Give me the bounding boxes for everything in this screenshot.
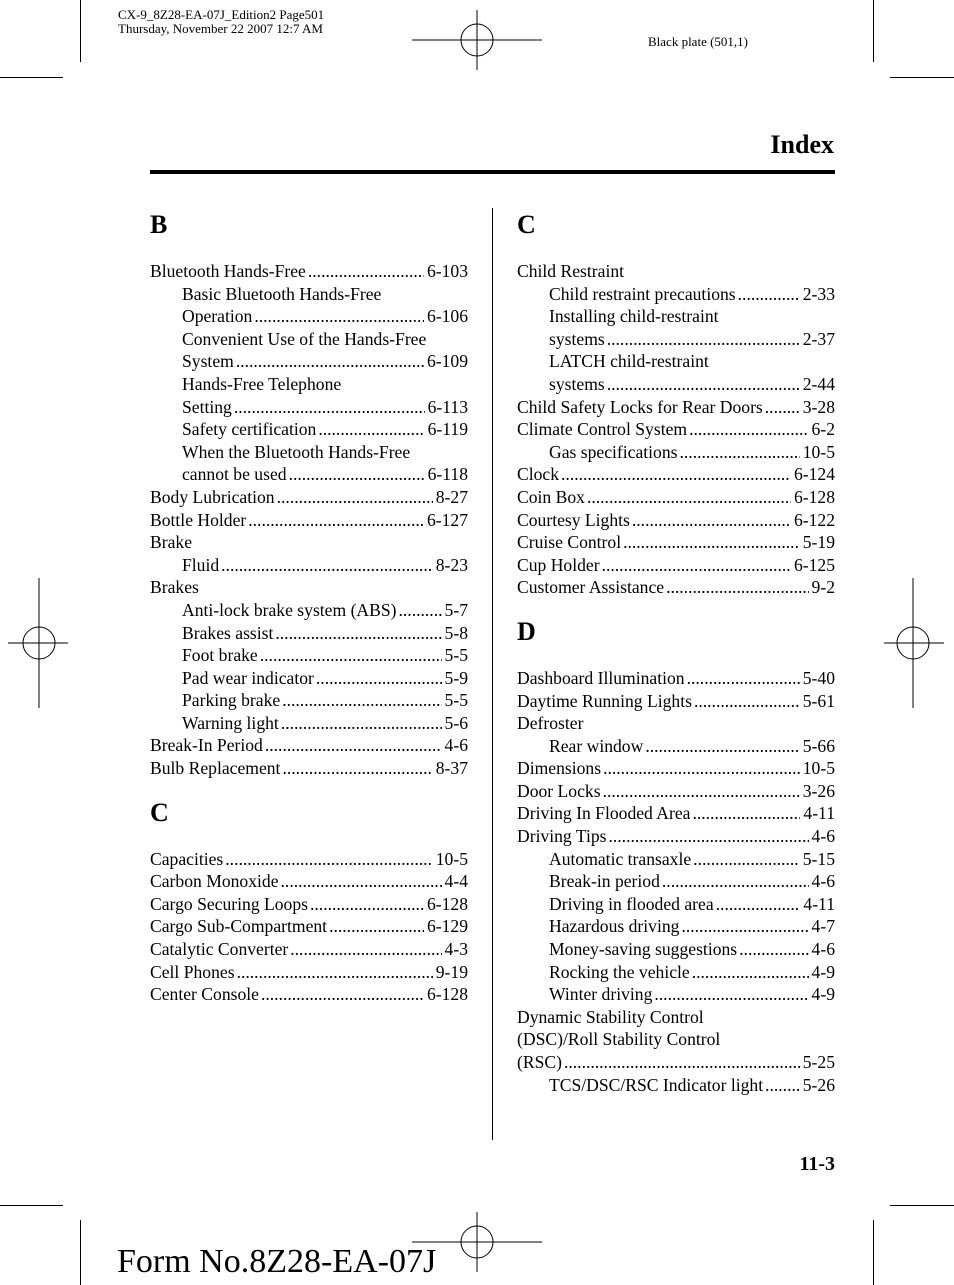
entry-page-ref: 6-2 (809, 418, 835, 441)
index-entry (517, 1051, 835, 1074)
registration-mark-icon (412, 10, 542, 70)
entry-page-ref: 2-44 (800, 373, 835, 396)
index-entry (517, 531, 835, 554)
dot-leader (316, 667, 442, 690)
section-letter: C (517, 210, 536, 239)
dot-leader (666, 576, 808, 599)
entry-page-ref: 5-25 (800, 1051, 835, 1074)
entry-page-ref: 9-19 (433, 961, 468, 984)
entry-page-ref: 6-124 (791, 463, 835, 486)
entry-label: LATCH child-restraint (549, 351, 709, 372)
index-entry (517, 1006, 835, 1029)
index-entry (517, 554, 835, 577)
entry-label: Operation (182, 306, 253, 327)
dot-leader (689, 418, 808, 441)
crop-mark (0, 77, 63, 78)
dot-leader (237, 961, 433, 984)
dot-leader (281, 712, 442, 735)
entry-page-ref: 5-61 (800, 690, 835, 713)
entry-page-ref: 4-7 (809, 915, 835, 938)
dot-leader (308, 260, 424, 283)
entry-page-ref: 3-26 (800, 780, 835, 803)
entry-label: Daytime Running Lights (517, 690, 692, 711)
entry-label: Rocking the vehicle (549, 961, 690, 982)
crop-mark (873, 1220, 874, 1285)
entry-page-ref: 6-129 (424, 915, 468, 938)
entry-page-ref: 10-5 (433, 848, 468, 871)
entry-page-ref: 5-7 (442, 599, 468, 622)
entry-label: Courtesy Lights (517, 509, 630, 530)
entry-label: Cell Phones (150, 961, 235, 982)
index-entry (517, 260, 835, 283)
entry-page-ref: 5-9 (442, 667, 468, 690)
dot-leader (225, 848, 432, 871)
dot-leader (716, 893, 801, 916)
entry-label: Brakes assist (182, 622, 274, 643)
index-entry (150, 509, 468, 532)
entry-label: systems (549, 373, 605, 394)
crop-mark (0, 1205, 63, 1206)
index-entry (150, 938, 468, 961)
entry-label: Brake (150, 532, 193, 553)
entry-label: Climate Control System (517, 419, 688, 440)
index-subentry (517, 1074, 835, 1097)
index-subentry (150, 396, 468, 419)
index-subentry (517, 870, 835, 893)
index-entry (150, 531, 468, 554)
entry-label: Basic Bluetooth Hands-Free (182, 283, 382, 304)
left-column (150, 210, 468, 1006)
index-subentry (150, 441, 468, 464)
entry-page-ref: 6-119 (425, 418, 468, 441)
entry-label: Fluid (182, 554, 220, 575)
index-entry (517, 802, 835, 825)
index-entry (517, 486, 835, 509)
entry-page-ref: 6-128 (424, 983, 468, 1006)
entry-label: Warning light (182, 712, 279, 733)
index-subentry (150, 350, 468, 373)
entry-label: Bottle Holder (150, 509, 247, 530)
entry-page-ref: 5-26 (800, 1074, 835, 1097)
dot-leader (329, 915, 424, 938)
entry-label: Child Restraint (517, 261, 625, 281)
index-entry (517, 509, 835, 532)
entry-label: Setting (182, 396, 232, 417)
index-subentry (517, 938, 835, 961)
entry-label: Cargo Sub-Compartment (150, 916, 328, 937)
entry-label: Dynamic Stability Control (517, 1006, 704, 1027)
entry-page-ref: 10-5 (800, 441, 835, 464)
entry-label: Parking brake (182, 690, 281, 711)
dot-leader (680, 441, 800, 464)
entry-page-ref: 6-125 (791, 554, 835, 577)
index-entry (517, 780, 835, 803)
crop-mark (873, 0, 874, 62)
entry-label: Child restraint precautions (549, 283, 736, 304)
index-subentry (150, 418, 468, 441)
entry-label: Brakes (150, 577, 199, 598)
dot-leader (765, 396, 800, 419)
crop-mark (80, 0, 81, 62)
entry-label: Center Console (150, 984, 259, 1005)
entry-page-ref: 5-5 (442, 644, 468, 667)
index-subentry (517, 305, 835, 328)
dot-leader (687, 667, 800, 690)
section-letter: D (517, 616, 536, 646)
entry-label: (DSC)/Roll Stability Control (517, 1029, 721, 1050)
dot-leader (265, 734, 442, 757)
dot-leader (692, 961, 809, 984)
section-letter: C (150, 797, 169, 827)
entry-label: Driving Tips (517, 826, 607, 847)
entry-label: Body Lubrication (150, 486, 275, 507)
index-subentry (150, 283, 468, 306)
entry-page-ref: 2-37 (800, 328, 835, 351)
dot-leader (602, 554, 791, 577)
dot-leader (260, 644, 442, 667)
entry-page-ref: 4-6 (809, 870, 835, 893)
entry-page-ref: 4-6 (809, 938, 835, 961)
dot-leader (681, 915, 808, 938)
entry-page-ref: 6-118 (425, 463, 468, 486)
dot-leader (738, 283, 800, 306)
dot-leader (603, 780, 800, 803)
form-number: Form No.8Z28-EA-07J (117, 1243, 437, 1280)
entry-label: Bulb Replacement (150, 758, 281, 779)
index-subentry (517, 373, 835, 396)
right-column (517, 210, 835, 1096)
entry-page-ref: 4-4 (442, 870, 468, 893)
index-subentry (517, 328, 835, 351)
column-divider (492, 208, 493, 1140)
entry-page-ref: 6-128 (424, 893, 468, 916)
entry-label: Cargo Securing Loops (150, 893, 309, 914)
entry-page-ref: 9-2 (809, 576, 835, 599)
entry-page-ref: 5-66 (800, 735, 835, 758)
dot-leader (277, 486, 433, 509)
index-subentry (150, 622, 468, 645)
dot-leader (693, 848, 800, 871)
dot-leader (275, 622, 441, 645)
crop-mark (890, 1205, 954, 1206)
entry-label: Rear window (549, 735, 644, 756)
entry-label: Convenient Use of the Hands-Free (182, 328, 427, 349)
index-entry (517, 712, 835, 735)
registration-mark-icon (884, 578, 944, 708)
entry-label: When the Bluetooth Hands-Free (182, 441, 411, 462)
crop-mark (890, 77, 954, 78)
dot-leader (608, 825, 808, 848)
entry-label: Gas specifications (549, 441, 678, 462)
index-entry (150, 893, 468, 916)
dot-leader (603, 757, 800, 780)
section-letter: B (150, 210, 168, 239)
registration-mark-icon (8, 578, 68, 708)
index-entry (517, 690, 835, 713)
entry-page-ref: 4-11 (800, 802, 835, 825)
index-entry (150, 734, 468, 757)
entry-page-ref: 4-6 (809, 825, 835, 848)
index-entry (150, 961, 468, 984)
dot-leader (739, 938, 808, 961)
dot-leader (623, 531, 800, 554)
entry-label: Coin Box (517, 486, 585, 507)
entry-label: Bluetooth Hands-Free (150, 261, 306, 281)
dot-leader (765, 1074, 800, 1097)
index-subentry (150, 644, 468, 667)
entry-page-ref: 6-128 (791, 486, 835, 509)
entry-label: Cruise Control (517, 532, 622, 553)
entry-page-ref: 6-113 (425, 396, 468, 419)
dot-leader (645, 735, 799, 758)
dot-leader (318, 418, 424, 441)
dot-leader (234, 396, 425, 419)
entry-page-ref: 8-27 (433, 486, 468, 509)
dot-leader (282, 689, 441, 712)
entry-page-ref: 4-6 (442, 734, 468, 757)
dot-leader (282, 757, 432, 780)
index-entry (150, 915, 468, 938)
index-subentry (517, 961, 835, 984)
entry-page-ref: 5-15 (800, 848, 835, 871)
entry-label: Clock (517, 464, 560, 485)
dot-leader (248, 509, 424, 532)
index-subentry (517, 983, 835, 1006)
print-date-line: Thursday, November 22 2007 12:7 AM (118, 21, 323, 36)
entry-label: Carbon Monoxide (150, 871, 279, 892)
dot-leader (694, 690, 800, 713)
index-subentry (150, 712, 468, 735)
entry-page-ref: 8-37 (433, 757, 468, 780)
entry-label: Safety certification (182, 419, 317, 440)
entry-label: (RSC) (517, 1052, 562, 1072)
entry-label: Pad wear indicator (182, 667, 314, 688)
entry-label: Hands-Free Telephone (182, 373, 342, 394)
entry-label: System (182, 351, 234, 372)
index-entry (150, 757, 468, 780)
entry-page-ref: 6-109 (424, 350, 468, 373)
entry-label: Defroster (517, 713, 584, 734)
entry-page-ref: 8-23 (433, 554, 468, 577)
index-subentry (517, 735, 835, 758)
index-subentry (517, 283, 835, 306)
index-entry (517, 396, 835, 419)
entry-page-ref: 5-19 (800, 531, 835, 554)
index-entry (517, 825, 835, 848)
entry-label: Cup Holder (517, 554, 600, 575)
entry-label: Driving in flooded area (549, 893, 714, 914)
page-number: 11-3 (799, 1153, 835, 1175)
entry-label: Capacities (150, 848, 224, 869)
entry-label: Winter driving (549, 984, 653, 1005)
index-entry (150, 486, 468, 509)
entry-page-ref: 3-28 (800, 396, 835, 419)
entry-page-ref: 4-9 (809, 983, 835, 1006)
index-subentry (150, 328, 468, 351)
entry-page-ref: 6-103 (424, 260, 468, 283)
entry-label: Anti-lock brake system (ABS) (182, 599, 397, 620)
index-subentry (517, 350, 835, 373)
dot-leader (607, 328, 800, 351)
entry-label: Hazardous driving (549, 916, 680, 937)
index-subentry (150, 554, 468, 577)
entry-page-ref: 5-40 (800, 667, 835, 690)
entry-label: systems (549, 328, 605, 349)
dot-leader (632, 509, 791, 532)
entry-page-ref: 6-106 (424, 305, 468, 328)
dot-leader (289, 463, 425, 486)
index-entry (517, 576, 835, 599)
index-subentry (150, 599, 468, 622)
entry-label: Child Safety Locks for Rear Doors (517, 396, 763, 417)
page-title: Index (770, 130, 834, 159)
dot-leader (281, 870, 442, 893)
index-entry (517, 418, 835, 441)
index-subentry (150, 305, 468, 328)
dot-leader (654, 983, 808, 1006)
index-entry (150, 870, 468, 893)
index-subentry (517, 848, 835, 871)
dot-leader (662, 870, 809, 893)
entry-label: Door Locks (517, 780, 601, 801)
entry-label: Dashboard Illumination (517, 667, 685, 688)
entry-page-ref: 4-3 (442, 938, 468, 961)
entry-page-ref: 5-5 (442, 689, 468, 712)
index-subentry (517, 441, 835, 464)
index-subentry (150, 463, 468, 486)
index-entry (150, 576, 468, 599)
index-subentry (517, 893, 835, 916)
index-subentry (150, 689, 468, 712)
entry-label: Break-In Period (150, 735, 263, 756)
index-entry (517, 1028, 835, 1051)
entry-page-ref: 4-9 (809, 961, 835, 984)
entry-label: Customer Assistance (517, 577, 665, 598)
entry-label: Installing child-restraint (549, 306, 719, 327)
index-entry (517, 463, 835, 486)
entry-label: Driving In Flooded Area (517, 803, 691, 824)
index-entry (150, 983, 468, 1006)
dot-leader (607, 373, 800, 396)
entry-label: Break-in period (549, 871, 660, 892)
entry-label: Catalytic Converter (150, 939, 289, 960)
index-subentry (517, 915, 835, 938)
index-entry (517, 757, 835, 780)
crop-mark (80, 1220, 81, 1285)
dot-leader (290, 938, 441, 961)
dot-leader (236, 350, 424, 373)
entry-page-ref: 5-8 (442, 622, 468, 645)
entry-label: cannot be used (182, 464, 287, 485)
print-job-line: CX-9_8Z28-EA-07J_Edition2 Page501 (118, 7, 325, 22)
entry-page-ref: 5-6 (442, 712, 468, 735)
dot-leader (254, 305, 424, 328)
index-subentry (150, 373, 468, 396)
index-entry (150, 260, 468, 283)
dot-leader (561, 463, 791, 486)
entry-label: Automatic transaxle (549, 848, 692, 869)
dot-leader (692, 802, 800, 825)
dot-leader (221, 554, 433, 577)
index-entry (517, 667, 835, 690)
dot-leader (587, 486, 791, 509)
entry-label: Dimensions (517, 758, 602, 779)
dot-leader (310, 893, 424, 916)
index-entry (150, 848, 468, 871)
title-rule (150, 170, 835, 174)
entry-label: Foot brake (182, 645, 258, 666)
entry-page-ref: 6-122 (791, 509, 835, 532)
dot-leader (399, 599, 442, 622)
entry-label: Money-saving suggestions (549, 939, 738, 960)
entry-page-ref: 10-5 (800, 757, 835, 780)
entry-page-ref: 2-33 (800, 283, 835, 306)
dot-leader (261, 983, 424, 1006)
dot-leader (564, 1051, 800, 1074)
entry-page-ref: 4-11 (800, 893, 835, 916)
plate-label: Black plate (501,1) (648, 34, 748, 49)
entry-label: TCS/DSC/RSC Indicator light (549, 1074, 764, 1095)
index-subentry (150, 667, 468, 690)
entry-page-ref: 6-127 (424, 509, 468, 532)
